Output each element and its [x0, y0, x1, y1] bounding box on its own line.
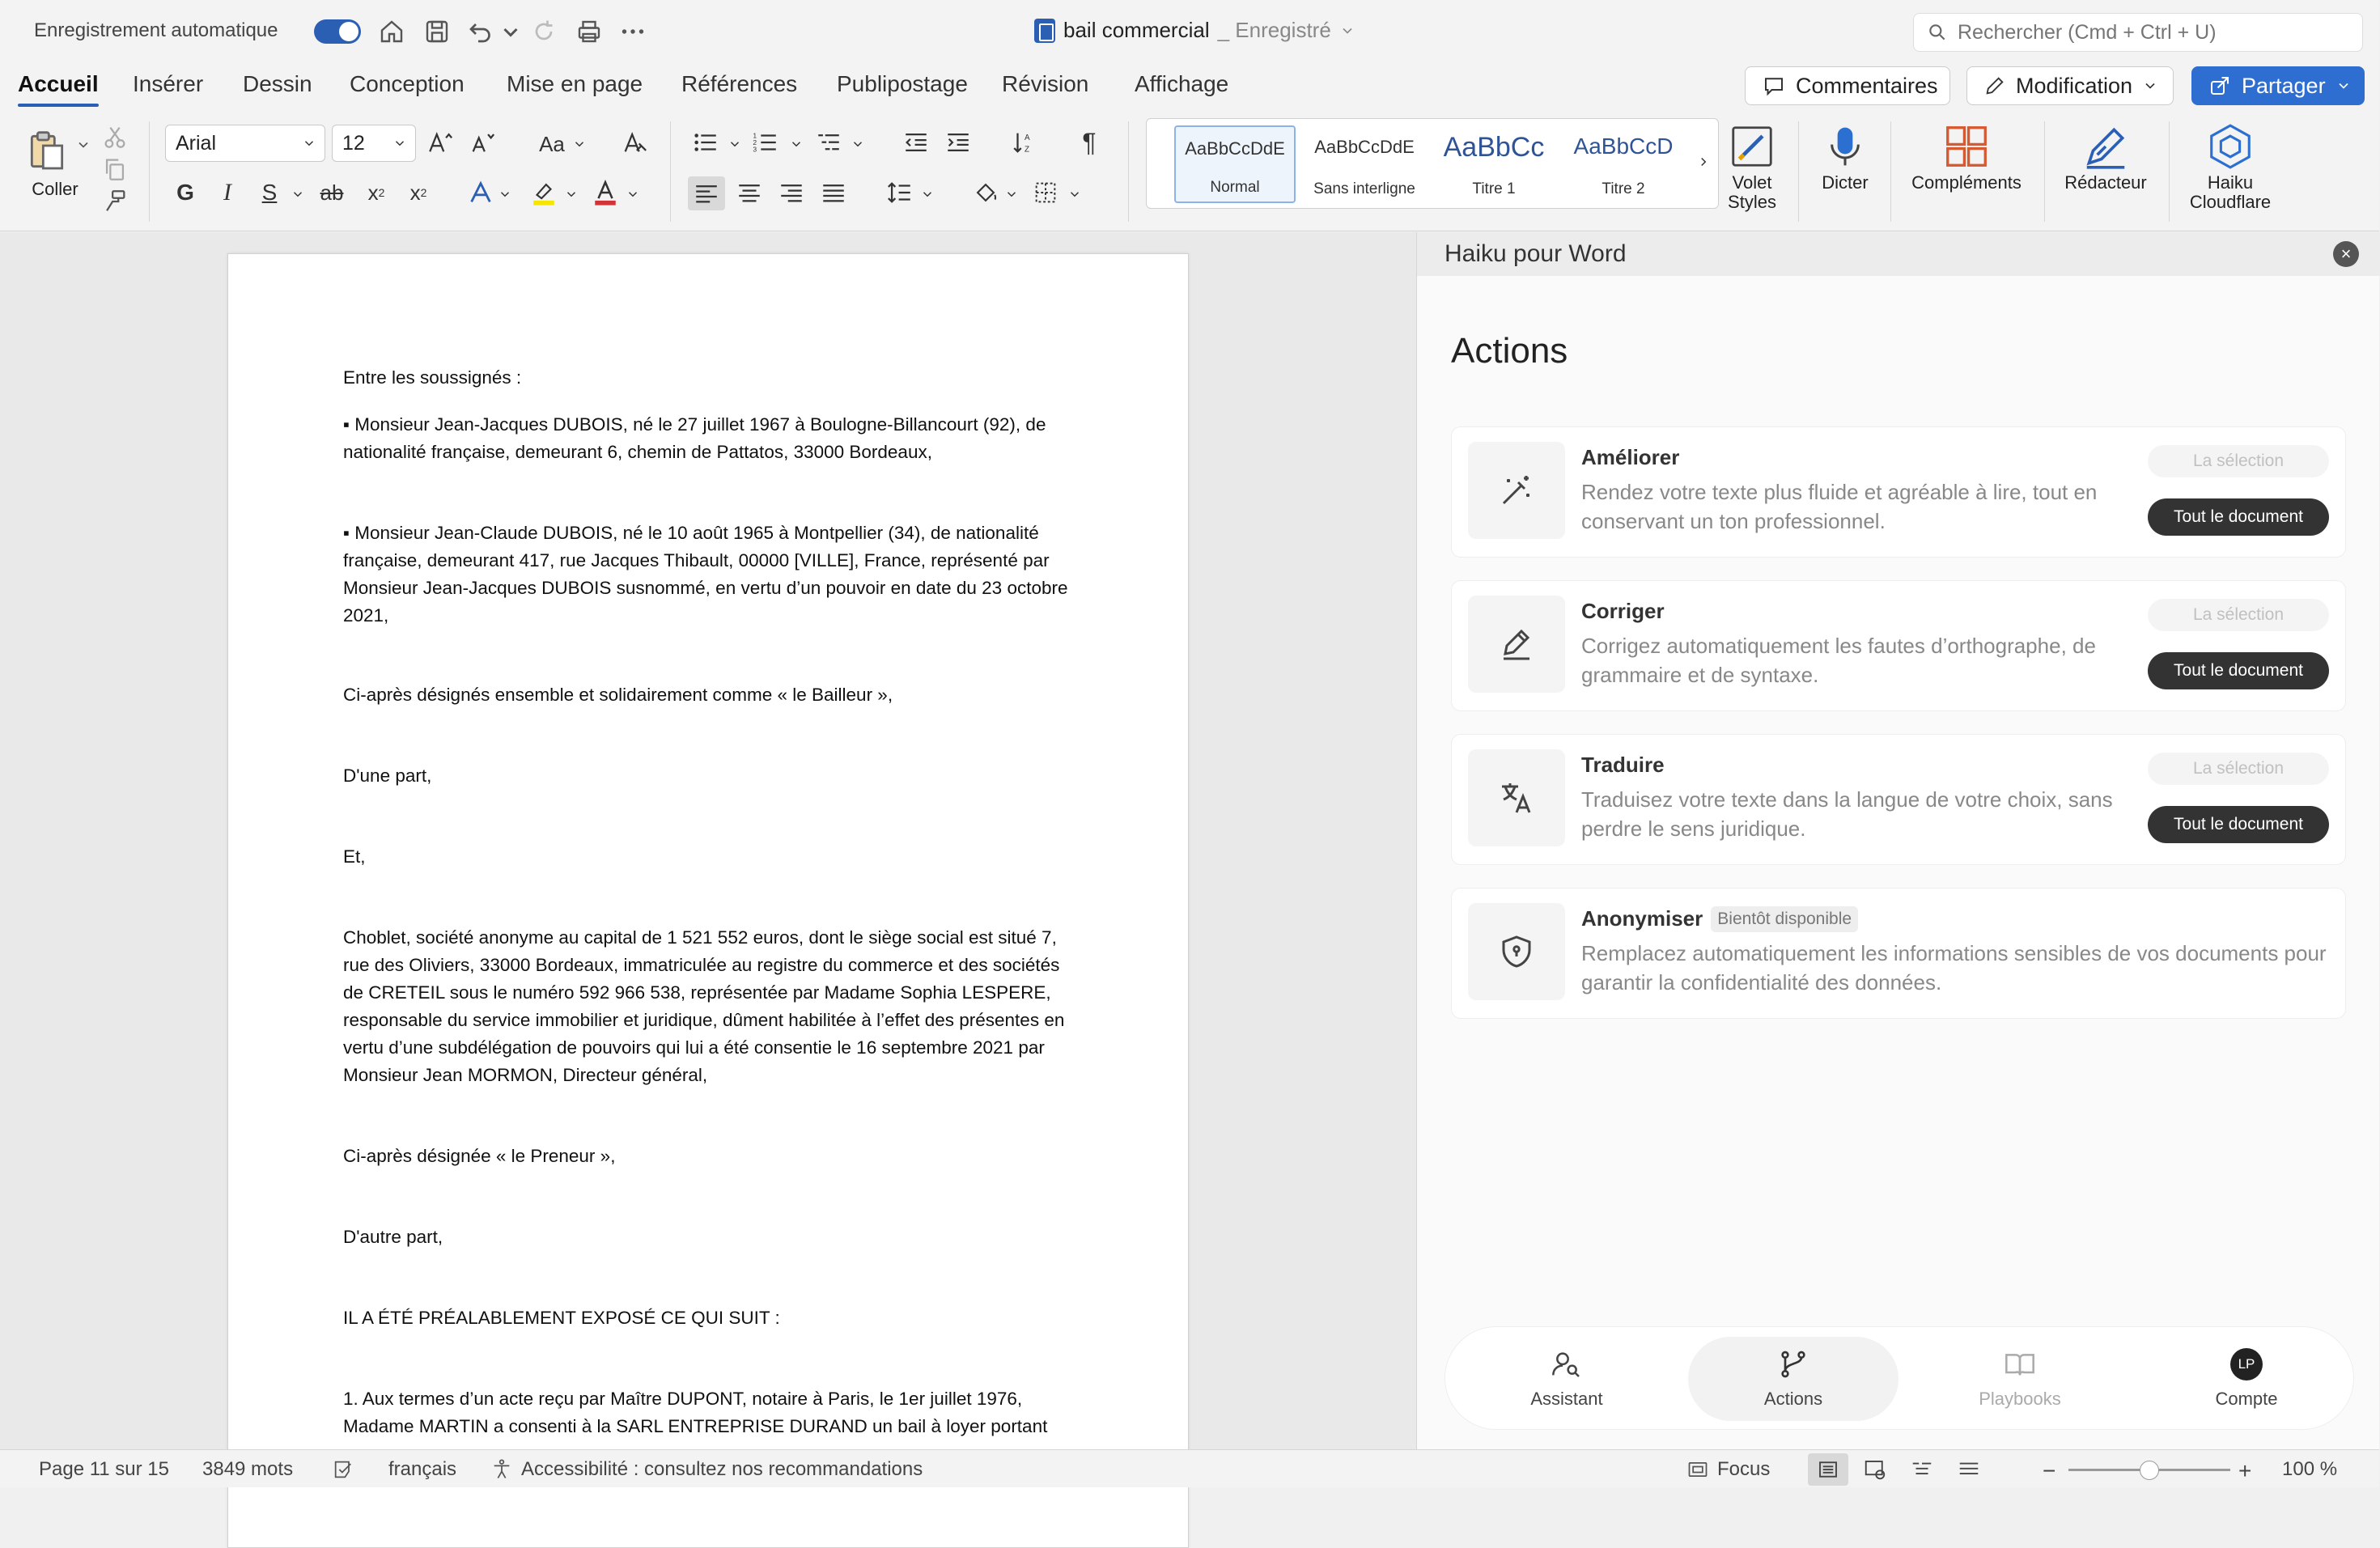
style-name: Normal	[1210, 179, 1260, 196]
proofing-icon[interactable]	[332, 1458, 354, 1481]
font-color-icon[interactable]	[589, 176, 622, 209]
document-paragraph[interactable]: Ci-après désignée « le Preneur »,	[343, 1146, 616, 1166]
document-paragraph[interactable]: Ci-après désignés ensemble et solidairement comme « le Bailleur »,	[343, 685, 893, 705]
numbering-icon[interactable]	[749, 126, 782, 159]
apply-selection-button[interactable]: La sélection	[2148, 599, 2329, 631]
action-card-ameliorer	[1451, 426, 2346, 558]
font-size-select[interactable]	[332, 125, 416, 162]
tab-references[interactable]: Références	[681, 71, 798, 96]
paste-options-chevron-icon[interactable]	[74, 136, 92, 154]
addins-grid-icon	[1902, 120, 2031, 173]
apply-selection-button[interactable]: La sélection	[2148, 753, 2329, 785]
avatar: LP	[2230, 1348, 2263, 1380]
print-layout-view-icon[interactable]	[1808, 1453, 1848, 1486]
nav-label: Actions	[1763, 1389, 1823, 1409]
sort-icon[interactable]	[1008, 126, 1041, 159]
addins-button[interactable]	[1902, 120, 2031, 193]
save-icon[interactable]	[422, 16, 452, 47]
styles-pane-label: Volet Styles	[1728, 172, 1776, 212]
search-box[interactable]	[1913, 13, 2363, 52]
dictate-button[interactable]	[1813, 120, 1877, 193]
tab-revision[interactable]: Révision	[1002, 71, 1089, 96]
multilevel-list-icon[interactable]	[812, 126, 845, 159]
style-name: Titre 2	[1602, 180, 1645, 197]
action-card-anonymiser	[1451, 888, 2346, 1019]
tab-accueil[interactable]: Accueil	[18, 71, 99, 96]
title-bar	[0, 0, 2379, 65]
format-painter-icon[interactable]	[100, 188, 129, 215]
justify-icon[interactable]	[817, 176, 850, 209]
action-description: Rendez votre texte plus fluide et agréable à lire, tout en conservant un ton professionnel.	[1581, 480, 2098, 533]
highlight-chevron-icon[interactable]	[563, 186, 579, 202]
align-right-icon[interactable]	[775, 176, 808, 209]
focus-mode-button[interactable]	[1686, 1458, 1770, 1481]
zoom-level[interactable]: 100 %	[2282, 1458, 2338, 1480]
text-effects-icon[interactable]	[466, 176, 495, 209]
grow-font-icon[interactable]	[426, 126, 455, 159]
shield-icon	[1468, 903, 1565, 1000]
zoom-slider[interactable]	[2068, 1469, 2230, 1471]
svg-text:2: 2	[753, 138, 757, 146]
share-icon	[2208, 74, 2232, 98]
styles-pane-icon	[1722, 120, 1782, 173]
language-status[interactable]: français	[388, 1458, 457, 1480]
paste-label: Coller	[32, 179, 78, 199]
nav-label: Playbooks	[1979, 1389, 2061, 1409]
focus-label: Focus	[1717, 1458, 1771, 1480]
subscript-label: x	[367, 180, 379, 205]
haiku-hexagon-icon	[2178, 120, 2282, 173]
italic-button[interactable]	[214, 176, 241, 209]
decrease-indent-icon[interactable]	[900, 126, 932, 159]
document-paragraph[interactable]: Entre les soussignés :	[343, 367, 522, 388]
editing-mode-button[interactable]	[1966, 66, 2174, 105]
accessibility-status[interactable]	[490, 1458, 923, 1481]
document-page[interactable]	[227, 253, 1189, 1548]
style-titre-2[interactable]	[1563, 125, 1684, 203]
borders-chevron-icon[interactable]	[1067, 186, 1083, 202]
numbering-chevron-icon[interactable]	[788, 136, 804, 152]
style-normal[interactable]	[1174, 125, 1296, 203]
line-spacing-icon[interactable]	[884, 176, 916, 209]
comments-label: Commentaires	[1796, 73, 1938, 98]
zoom-out-button[interactable]: −	[2043, 1458, 2056, 1483]
chevron-down-icon	[1339, 23, 1355, 39]
tab-inserer[interactable]: Insérer	[133, 71, 204, 96]
subscript-button[interactable]: x 2	[367, 180, 385, 205]
undo-icon[interactable]	[466, 16, 495, 47]
highlight-color-icon[interactable]	[528, 176, 560, 209]
paste-button[interactable]	[23, 123, 71, 180]
status-bar	[0, 1449, 2379, 1487]
comment-icon	[1762, 74, 1786, 98]
autosave-toggle[interactable]	[314, 19, 361, 44]
underline-label: S	[261, 180, 278, 205]
svg-text:1: 1	[753, 131, 757, 140]
pane-title: Haiku pour Word	[1445, 240, 1627, 267]
action-title: Améliorer	[1581, 445, 1680, 469]
font-color-chevron-icon[interactable]	[625, 186, 641, 202]
style-sans-interligne[interactable]	[1304, 125, 1425, 203]
undo-dropdown-icon[interactable]	[502, 16, 520, 47]
font-name-value: Arial	[176, 131, 217, 155]
line-spacing-chevron-icon[interactable]	[919, 186, 935, 202]
action-card-corriger	[1451, 580, 2346, 711]
autosave-label: Enregistrement automatique	[34, 19, 278, 41]
share-button[interactable]	[2191, 66, 2365, 105]
action-title: Traduire	[1581, 753, 1665, 777]
editor-button[interactable]	[2055, 120, 2156, 193]
strikethrough-label: ab	[320, 180, 344, 205]
action-description: Remplacez automatiquement les informations sensibles de vos documents pour garantir la confidentialité des données.	[1581, 941, 2327, 995]
apply-selection-button[interactable]: La sélection	[2148, 445, 2329, 477]
document-paragraph[interactable]: Et,	[343, 846, 366, 867]
font-name-select[interactable]	[165, 125, 325, 162]
superscript-label: x	[409, 180, 421, 205]
tab-conception[interactable]: Conception	[350, 71, 465, 96]
action-description: Traduisez votre texte dans la langue de votre choix, sans perdre le sens juridique.	[1581, 787, 2113, 841]
tab-dessin[interactable]: Dessin	[243, 71, 312, 96]
translate-icon	[1468, 749, 1565, 846]
zoom-slider-thumb[interactable]	[2140, 1461, 2159, 1480]
accessibility-icon	[490, 1458, 513, 1481]
show-formatting-marks-button[interactable]	[1073, 126, 1105, 159]
chevron-down-icon	[392, 136, 407, 151]
nav-actions[interactable]	[1688, 1337, 1898, 1421]
action-description: Corrigez automatiquement les fautes d’orthographe, de grammaire et de syntaxe.	[1581, 634, 2096, 687]
editor-pen-icon	[2055, 120, 2156, 173]
editing-mode-label: Modification	[2016, 73, 2133, 98]
bullets-icon[interactable]	[689, 126, 722, 159]
share-label: Partager	[2242, 73, 2326, 98]
svg-text:3: 3	[753, 145, 757, 154]
shading-icon[interactable]	[969, 176, 1002, 209]
bold-button[interactable]	[172, 176, 199, 209]
font-size-value: 12	[342, 131, 365, 155]
bullets-chevron-icon[interactable]	[727, 136, 743, 152]
underline-chevron-icon[interactable]	[290, 186, 306, 202]
nav-assistant[interactable]	[1462, 1337, 1672, 1421]
cut-icon[interactable]	[100, 123, 129, 151]
shading-chevron-icon[interactable]	[1003, 186, 1020, 202]
document-title[interactable]	[1034, 18, 1355, 43]
page-count[interactable]: Page 11 sur 15	[39, 1458, 170, 1480]
document-paragraph[interactable]: IL A ÉTÉ PRÉALABLEMENT EXPOSÉ CE QUI SUIT :	[343, 1308, 780, 1328]
close-icon[interactable]: ×	[2333, 241, 2359, 267]
align-center-icon[interactable]	[733, 176, 766, 209]
apply-document-button[interactable]: Tout le document	[2148, 498, 2329, 536]
underline-button[interactable]	[256, 176, 283, 209]
document-save-status: _ Enregistré	[1217, 18, 1331, 42]
change-case-label: Aa	[539, 131, 565, 156]
style-name: Sans interligne	[1313, 180, 1415, 197]
italic-label: I	[223, 179, 231, 206]
avatar-wrap	[2141, 1337, 2352, 1380]
document-paragraph[interactable]: D'une part,	[343, 766, 432, 786]
style-sample: AaBbCc	[1443, 132, 1545, 163]
bold-label: G	[176, 180, 194, 205]
dictate-label: Dicter	[1822, 172, 1869, 193]
web-layout-view-icon[interactable]	[1855, 1453, 1895, 1486]
search-input[interactable]	[1958, 21, 2346, 45]
nav-label: Compte	[2215, 1389, 2278, 1409]
haiku-cloudflare-label: Haiku Cloudflare	[2189, 172, 2272, 212]
addins-label: Compléments	[1911, 172, 2022, 193]
tab-affichage[interactable]: Affichage	[1135, 71, 1229, 96]
multilevel-chevron-icon[interactable]	[850, 136, 866, 152]
increase-indent-icon[interactable]	[942, 126, 974, 159]
redo-icon[interactable]	[529, 16, 558, 47]
svg-text:Z: Z	[1025, 145, 1030, 155]
chevron-down-icon	[302, 136, 316, 151]
apply-document-button[interactable]: Tout le document	[2148, 806, 2329, 843]
document-name: bail commercial	[1063, 18, 1210, 42]
nav-compte[interactable]	[2141, 1337, 2352, 1421]
user-search-icon	[1462, 1337, 1672, 1380]
pilcrow-label: ¶	[1082, 127, 1097, 157]
chevron-down-icon	[2142, 78, 2158, 94]
change-case-chevron-icon[interactable]	[571, 136, 588, 152]
microphone-icon	[1813, 120, 1877, 173]
action-card-traduire	[1451, 734, 2346, 865]
document-area[interactable]	[0, 232, 1416, 1449]
print-icon[interactable]	[575, 16, 604, 47]
style-sample: AaBbCcDdE	[1185, 138, 1285, 159]
style-sample: AaBbCcDdE	[1314, 137, 1415, 157]
coming-soon-badge: Bientôt disponible	[1711, 906, 1858, 932]
pen-icon	[1468, 596, 1565, 693]
style-titre-1[interactable]	[1433, 125, 1555, 203]
document-paragraph[interactable]: ▪ Monsieur Jean-Claude DUBOIS, né le 10 août 1965 à Montpellier (34), de nationalité française, demeurant 417, rue Jacques Thibault, 00000 [VILLE], France, représenté par Monsieur Jean-Jacques DUBOIS susnommé, en vertu d’un pouvoir en date du 23 octobre 2021,	[343, 523, 1068, 626]
nav-playbooks[interactable]	[1915, 1337, 2125, 1421]
haiku-cloudflare-button[interactable]	[2178, 120, 2282, 212]
pane-header	[1417, 232, 2380, 276]
nav-label: Assistant	[1530, 1389, 1603, 1409]
styles-gallery	[1146, 118, 1719, 209]
tab-mise-en-page[interactable]: Mise en page	[507, 71, 643, 96]
superscript-button[interactable]: x 2	[409, 180, 427, 205]
borders-icon[interactable]	[1029, 176, 1062, 209]
outline-view-icon[interactable]	[1902, 1453, 1942, 1486]
style-sample: AaBbCcD	[1573, 134, 1674, 159]
document-paragraph[interactable]: Choblet, société anonyme au capital de 1 521 552 euros, dont le siège social est situé 7, rue des Oliviers, 33000 Bordeaux, immatriculée au registre du commerce et des sociétés de CRETEIL sous le numéro 592 966 538, représentée par Madame Sophia LESPERE, responsable du service immobilier et juridique, dûment habilitée à l’effet des présentes en vertu d’une subdélégation de pouvoirs qui lui a été consentie le 16 septembre 2021 par Monsieur Jean MORMON, Directeur général,	[343, 927, 1065, 1085]
haiku-task-pane	[1416, 232, 2379, 1449]
shrink-font-icon[interactable]	[468, 126, 497, 159]
editor-label: Rédacteur	[2064, 172, 2147, 193]
ribbon-toolbar	[0, 112, 2379, 231]
focus-icon	[1686, 1458, 1709, 1481]
style-name: Titre 1	[1472, 180, 1516, 197]
comments-button[interactable]	[1745, 66, 1950, 105]
accessibility-label: Accessibilité : consultez nos recommandations	[521, 1458, 923, 1480]
text-effects-chevron-icon[interactable]	[497, 186, 513, 202]
magic-wand-icon	[1468, 442, 1565, 539]
copy-icon[interactable]	[100, 155, 129, 183]
pencil-icon	[1983, 74, 2006, 97]
action-title-text: Anonymiser	[1581, 906, 1703, 931]
tab-publipostage[interactable]: Publipostage	[837, 71, 968, 96]
clear-formatting-icon[interactable]	[618, 126, 651, 159]
styles-more-chevron-icon[interactable]	[1694, 150, 1713, 174]
draft-view-icon[interactable]	[1949, 1453, 1989, 1486]
book-icon	[1915, 1337, 2125, 1380]
action-title: Corriger	[1581, 599, 1665, 623]
align-left-icon[interactable]	[688, 176, 725, 210]
document-paragraph[interactable]: D'autre part,	[343, 1227, 443, 1247]
apply-document-button[interactable]: Tout le document	[2148, 652, 2329, 689]
pane-bottom-nav	[1445, 1326, 2354, 1430]
strikethrough-button[interactable]	[316, 176, 348, 209]
branch-icon	[1688, 1337, 1898, 1380]
more-options-icon[interactable]	[618, 16, 647, 47]
document-paragraph[interactable]: 1. Aux termes d’un acte reçu par Maître DUPONT, notaire à Paris, le 1er juillet 1976, Madame MARTIN a consenti à la SARL ENTREPRISE DURAND un bail à loyer portant	[343, 1389, 1048, 1436]
word-count[interactable]: 3849 mots	[202, 1458, 294, 1480]
actions-heading: Actions	[1451, 331, 1568, 371]
word-document-icon	[1034, 19, 1055, 43]
ribbon-tabs	[0, 65, 2379, 112]
svg-text:A: A	[1025, 134, 1030, 143]
home-icon[interactable]	[377, 16, 406, 47]
action-title	[1581, 906, 1858, 932]
chevron-down-icon	[2335, 78, 2352, 94]
zoom-in-button[interactable]: +	[2238, 1458, 2252, 1483]
styles-pane-button[interactable]	[1722, 120, 1782, 212]
search-icon	[1927, 22, 1948, 43]
change-case-button[interactable]	[532, 128, 571, 160]
document-paragraph[interactable]: ▪ Monsieur Jean-Jacques DUBOIS, né le 27 juillet 1967 à Boulogne-Billancourt (92), de nationalité française, demeurant 6, chemin de Pattatos, 33000 Bordeaux,	[343, 414, 1046, 462]
